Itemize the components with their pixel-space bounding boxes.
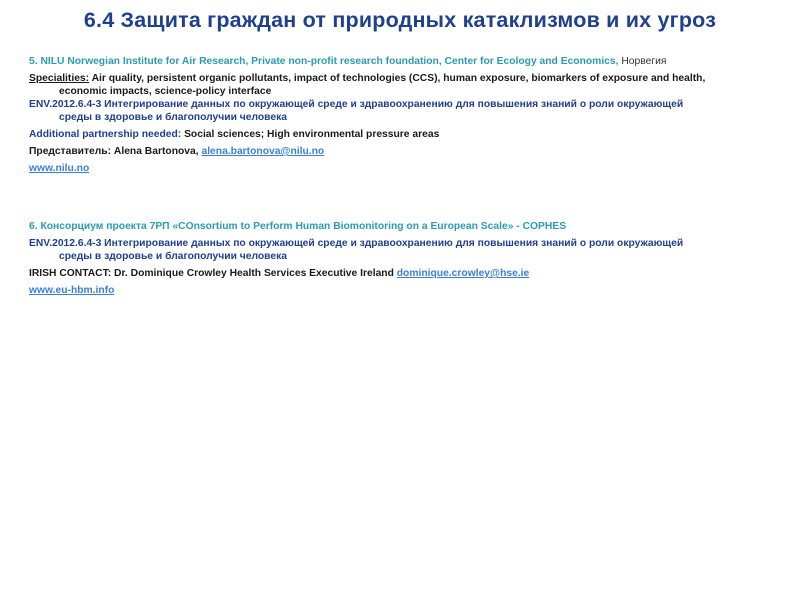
website-link[interactable]: www.nilu.no (29, 163, 90, 174)
contact-row (29, 267, 779, 280)
specialities-label: Specialities: (29, 73, 90, 84)
partnership-row (29, 128, 779, 141)
org-entry-nilu (29, 55, 779, 175)
partnership-label: Additional partnership needed: (29, 129, 182, 140)
org-name: 5. NILU Norwegian Institute for Air Research, Private non-profit research foundation, Center for Ecology and Economics, (29, 56, 619, 67)
org-entry-cophes (29, 220, 779, 297)
specialities-continuation: economic impacts, science-policy interface (59, 86, 272, 97)
org-country: Норвегия (621, 56, 667, 67)
contact-email-link[interactable]: dominique.crowley@hse.ie (396, 268, 530, 279)
page-title: 6.4 Защита граждан от природных катаклизмов и их угроз (83, 8, 717, 32)
website-link[interactable]: www.eu-hbm.info (29, 285, 115, 296)
org-heading (29, 55, 779, 68)
topic-continuation: среды в здоровье и благополучии человека (59, 251, 287, 262)
representative-row (29, 145, 779, 158)
partnership-value: Social sciences; High environmental pressure areas (184, 129, 440, 140)
website-row (29, 162, 779, 175)
contact-label: IRISH CONTACT: Dr. Dominique Crowley Health Services Executive Ireland (29, 268, 394, 279)
org-heading: 6. Консорциум проекта 7РП «COnsortium to Perform Human Biomonitoring on a European Scale» - COPHES (29, 221, 567, 232)
representative-label: Представитель: Alena Bartonova, (29, 146, 199, 157)
website-row (29, 284, 779, 297)
topic-continuation: среды в здоровье и благополучии человека (59, 112, 287, 123)
specialities-value: Air quality, persistent organic pollutants, impact of technologies (CCS), human exposure, biomarkers of exposure and health, (91, 73, 706, 84)
topic-line: ENV.2012.6.4-3 Интегрирование данных по окружающей среде и здравоохранению для повышения знаний о роли окружающей (29, 238, 684, 249)
specialities-row (29, 72, 779, 85)
topic-line: ENV.2012.6.4-3 Интегрирование данных по окружающей среде и здравоохранению для повышения знаний о роли окружающей (29, 99, 684, 110)
representative-email-link[interactable]: alena.bartonova@nilu.no (201, 146, 325, 157)
